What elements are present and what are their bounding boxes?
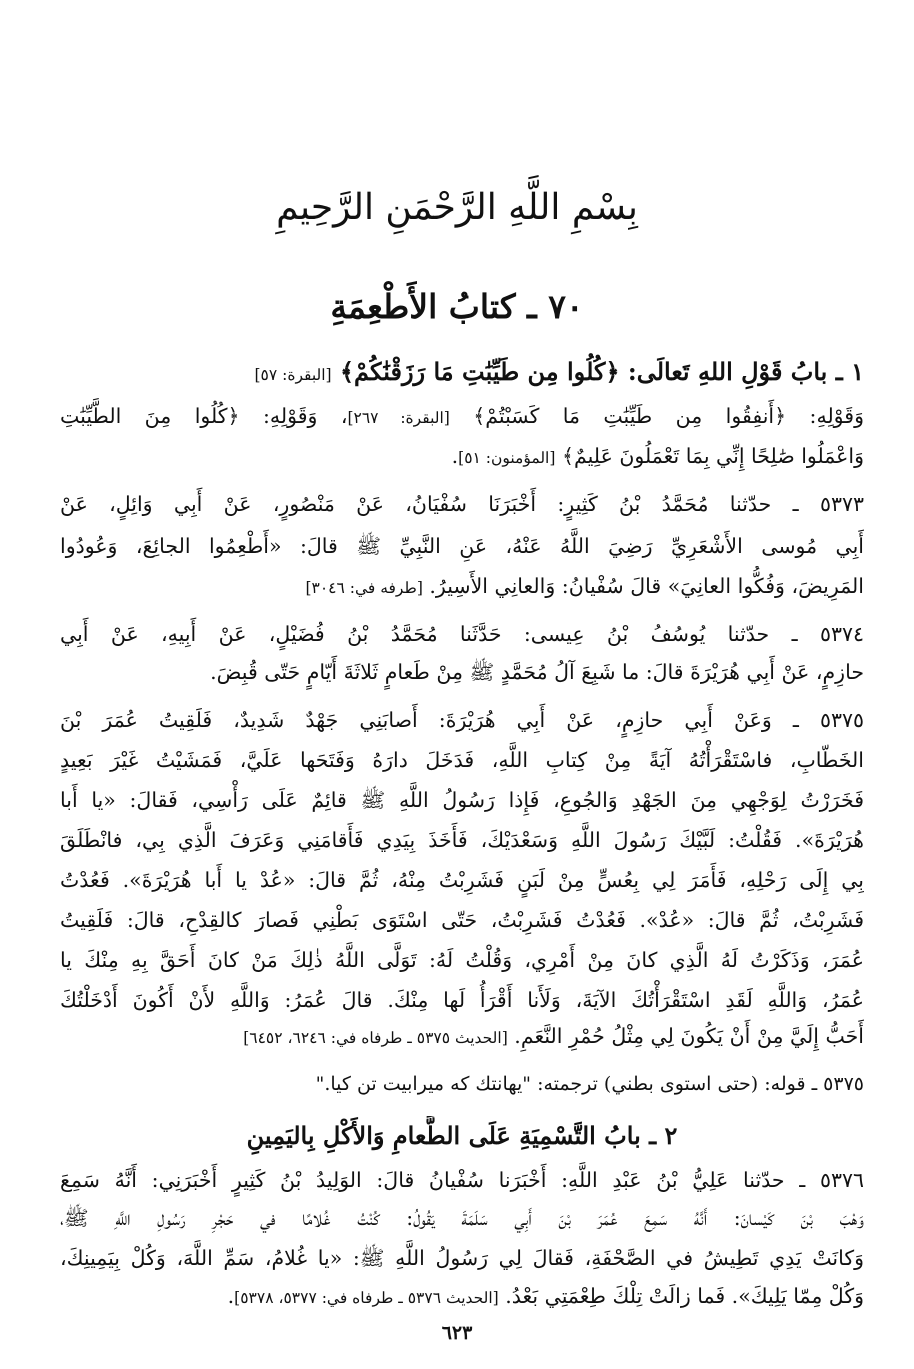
hadith-5375-line-3: فَخَرَرْتُ لِوَجْهِي مِنَ الجَهْدِ وَالجُوعِ، فَإِذا رَسُولُ اللَّهِ ﷺ قائِمٌ عَلَى رَأْسِي، فَقالَ: «يا أَبا	[60, 788, 864, 812]
bab-1-line-3-text: وَاعْمَلُوا صَٰلِحًا إِنِّي بِمَا تَعْمَلُونَ عَلِيمٌ﴾	[561, 444, 864, 468]
bab-1-heading-text: ١ ـ بابُ قَوْلِ اللهِ تَعالَى: ﴿كُلُوا مِن طَيِّبَٰتِ مَا رَزَقْنَٰكُمْ﴾	[339, 357, 864, 386]
bab-1-line-2	[60, 396, 864, 438]
hadith-5374-line-1: ٥٣٧٤ ـ حدّثنا يُوسُفُ بْنُ عِيسى: حَدَّثَنا مُحَمَّدُ بْنُ فُضَيْلٍ، عَنْ أَبِيهِ، عَنْ أَبِي	[60, 622, 864, 646]
hadith-5375-note: ٥٣٧٥ ـ قوله: (حتى استوى بطني) ترجمته: "يهانتك كه ميرابيت تن كيا."	[315, 1073, 864, 1095]
hadith-5376-line-1: ٥٣٧٦ ـ حدّثنا عَلِيُّ بْنُ عَبْدِ اللَّهِ: أَخْبَرَنا سُفْيانُ قالَ: الوَلِيدُ بْنُ كَثِيرٍ أَخْبَرَنِي: أَنَّهُ سَمِعَ	[60, 1168, 864, 1192]
hadith-5373-line-2: أَبِي مُوسى الأَشْعَرِيِّ رَضِيَ اللَّهُ عَنْهُ، عَنِ النَّبِيِّ ﷺ قالَ: «أَطْعِمُوا الجائِعَ، وَعُودُوا	[60, 534, 864, 558]
bab-1-line-2-text-2: ، وَقَوْلِهِ: ﴿كُلُوا مِنَ الطَّيِّبَٰتِ	[60, 404, 348, 428]
hadith-5376-line-3: وَكانَتْ يَدِي تَطِيشُ في الصَّحْفَةِ، فَقالَ لِي رَسُولُ اللَّهِ ﷺ: «يا غُلامُ، سَمِّ اللَّهَ، وَكُلْ بِيَمِينِكَ،	[60, 1246, 864, 1270]
hadith-5375-line-8: عُمَرُ، وَاللَّهِ لَقَدِ اسْتَقْرَأْتُكَ الآيَةَ، وَلَأَنا أَقْرَأُ لَها مِنْكَ. قالَ عُمَرُ: وَاللَّهِ لأَنْ أَكُونَ أَدْخَلْتُكَ	[60, 988, 864, 1012]
hadith-5375-line-4: هُرَيْرَةَ». فَقُلْتُ: لَبَّيْكَ رَسُولَ اللَّهِ وَسَعْدَيْكَ، فَأَخَذَ بِيَدِي فَأَقامَنِي وَعَرَفَ الَّذِي بِي، فانْطَلَقَ	[60, 828, 864, 852]
quran-reference: [البقرة: ٥٧]	[254, 366, 332, 384]
hadith-5376-line-4	[60, 1276, 864, 1318]
quran-reference: [البقرة: ٢٦٧]	[347, 409, 450, 427]
quran-reference: [المؤمنون: ٥١]	[458, 449, 556, 467]
line-end-dot: .	[227, 1284, 235, 1308]
hadith-5376-line-4-text: وَكُلْ مِمّا يَلِيكَ». فَما زالَتْ تِلْكَ طِعْمَتِي بَعْدُ.	[505, 1284, 864, 1308]
bab-1-heading	[60, 352, 864, 395]
hadith-5375-line-1: ٥٣٧٥ ـ وَعَنْ أَبِي حازِمٍ، عَنْ أَبِي هُرَيْرَةَ: أَصابَنِي جَهْدٌ شَدِيدٌ، فَلَقِيتُ عُمَرَ بْنَ	[60, 708, 864, 732]
hadith-cross-reference: [الحديث ٥٣٧٦ ـ طرفاه في: ٥٣٧٧، ٥٣٧٨]	[234, 1289, 499, 1307]
hadith-cross-reference: [الحديث ٥٣٧٥ ـ طرفاه في: ٦٢٤٦، ٦٤٥٢]	[243, 1029, 508, 1047]
hadith-5375-line-2: الخَطّابِ، فاسْتَقْرَأْتُهُ آيَةً مِنْ كِتابِ اللَّهِ، فَدَخَلَ دارَهُ وَفَتَحَها عَلَيَّ، فَمَشَيْتُ غَيْرَ بَعِيدٍ	[60, 748, 864, 772]
hadith-5374-line-2: حازِمٍ، عَنْ أَبِي هُرَيْرَةَ قالَ: ما شَبِعَ آلُ مُحَمَّدٍ ﷺ مِنْ طَعامٍ ثَلاثَةَ أَيّامٍ حَتّى قُبِضَ.	[210, 660, 864, 684]
basmala: بِسْمِ اللَّهِ الرَّحْمَنِ الرَّحِيمِ	[276, 187, 638, 228]
page-number: ٦٢٣	[441, 1322, 473, 1344]
bab-1-line-2-text: وَقَوْلِهِ: ﴿أَنفِقُوا مِن طَيِّبَٰتِ مَا كَسَبْتُمْ﴾	[473, 404, 864, 428]
book-title: ٧٠ ـ كتابُ الأَطْعِمَةِ	[330, 287, 584, 326]
hadith-5375-line-9-text: أَحَبُّ إِلَيَّ مِنْ أَنْ يَكُونَ لِي مِثْلُ حُمْرِ النَّعَمِ.	[514, 1024, 864, 1048]
hadith-5375-line-6: فَشَرِبْتُ، ثُمَّ قالَ: «عُدْ». فَعُدْتُ فَشَرِبْتُ، حَتّى اسْتَوَى بَطْنِي فَصارَ كالقِدْحِ، قالَ: فَلَقِيتُ	[60, 908, 864, 932]
hadith-5373-line-3-text: المَرِيضَ، وَفُكُّوا العانِيَ» قالَ سُفْيانُ: وَالعانِي الأَسِيرُ.	[429, 574, 864, 598]
hadith-5373-line-3	[60, 566, 864, 608]
hadith-5375-line-5: بِي إِلَى رَحْلِهِ، فَأَمَرَ لِي بِعُسٍّ مِنْ لَبَنٍ فَشَرِبْتُ مِنْهُ، ثُمَّ قالَ: «عُدْ يا أَبا هُرَيْرَةَ». فَعُدْتُ	[60, 868, 864, 892]
hadith-5375-line-7: عُمَرَ، وَذَكَرْتُ لَهُ الَّذِي كانَ مِنْ أَمْرِي، وَقُلْتُ لَهُ: تَوَلَّى اللَّهُ ذٰلِكَ مَنْ كانَ أَحَقَّ بِهِ مِنْكَ يا	[60, 948, 864, 972]
line-end-dot: .	[451, 444, 459, 468]
hadith-5376-line-2: وَهْبَ بْنَ كَيْسانَ: أَنَّهُ سَمِعَ عُمَرَ بْنَ أَبِي سَلَمَةَ يَقُولُ: كُنْتُ غُلامًا في حَجْرِ رَسُولِ اللَّهِ ﷺ،	[60, 1206, 864, 1230]
hadith-cross-reference: [طرفه في: ٣٠٤٦]	[305, 579, 423, 597]
bab-2-heading: ٢ ـ بابُ التَّسْمِيَةِ عَلَى الطَّعامِ وَالأَكْلِ بِاليَمِينِ	[246, 1121, 678, 1150]
hadith-5373-line-1: ٥٣٧٣ ـ حدّثنا مُحَمَّدُ بْنُ كَثِيرٍ: أَخْبَرَنَا سُفْيَانُ، عَنْ مَنْصُورٍ، عَنْ أَبِي وَائِلٍ، عَنْ	[60, 492, 864, 516]
hadith-5375-line-9	[60, 1016, 864, 1058]
bab-1-line-3	[60, 436, 864, 478]
